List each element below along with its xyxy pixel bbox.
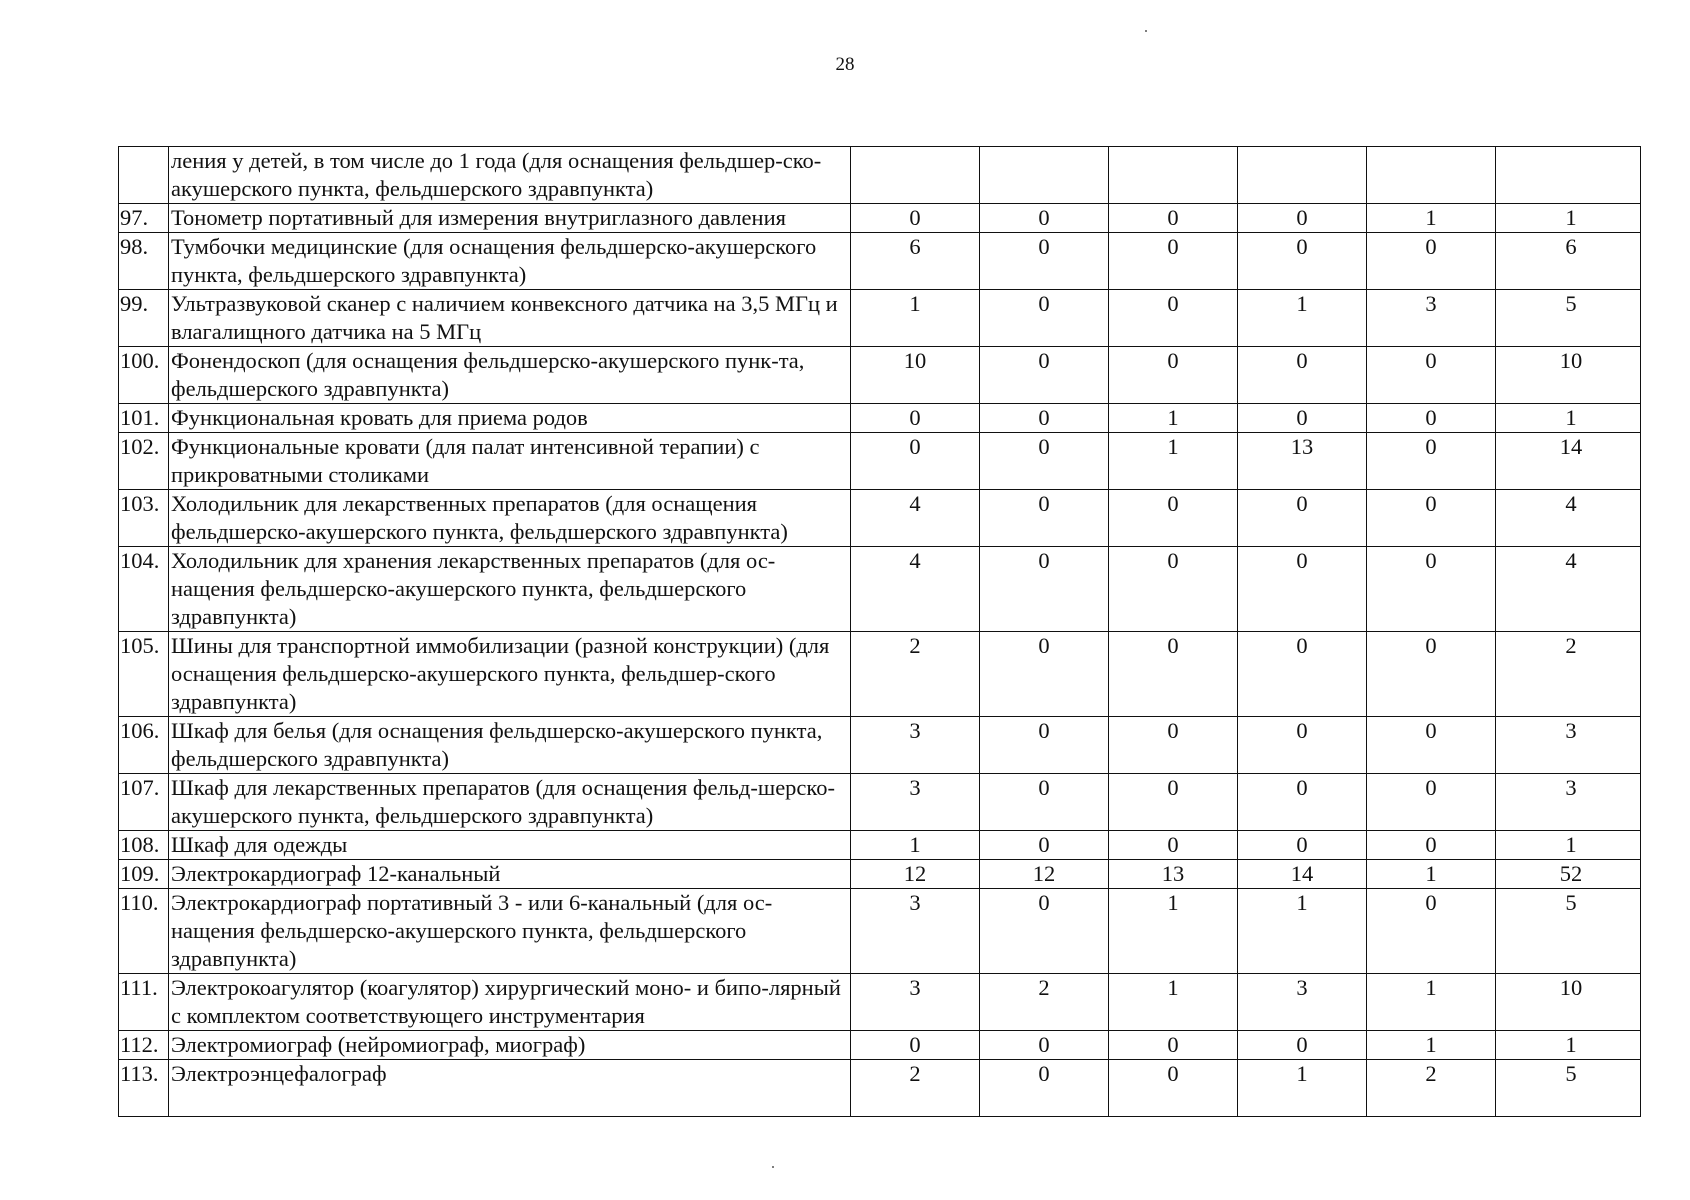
equipment-name: Тонометр портативный для измерения внутриглазного давления — [169, 204, 851, 233]
quantity-cell: 0 — [1238, 204, 1367, 233]
quantity-cell: 0 — [980, 1060, 1109, 1117]
table-row — [119, 547, 1641, 632]
row-number: 110. — [119, 889, 169, 974]
table-row — [119, 147, 1641, 204]
row-number — [119, 147, 169, 204]
table-row — [119, 860, 1641, 889]
quantity-cell: 1 — [1367, 974, 1496, 1031]
quantity-cell: 6 — [851, 233, 980, 290]
row-number: 101. — [119, 404, 169, 433]
total-cell: 4 — [1496, 490, 1641, 547]
quantity-cell: 0 — [851, 404, 980, 433]
equipment-name: ления у детей, в том числе до 1 года (для оснащения фельдшер-ско-акушерского пункта, фельдшерского здравпункта) — [169, 147, 851, 204]
quantity-cell: 0 — [1238, 1031, 1367, 1060]
quantity-cell — [851, 147, 980, 204]
total-cell: 10 — [1496, 974, 1641, 1031]
quantity-cell: 2 — [851, 632, 980, 717]
total-cell: 4 — [1496, 547, 1641, 632]
table-row — [119, 974, 1641, 1031]
table-row — [119, 889, 1641, 974]
quantity-cell: 0 — [1109, 774, 1238, 831]
row-number: 105. — [119, 632, 169, 717]
quantity-cell: 0 — [851, 1031, 980, 1060]
quantity-cell: 0 — [980, 632, 1109, 717]
table-row — [119, 290, 1641, 347]
row-number: 106. — [119, 717, 169, 774]
quantity-cell: 0 — [1367, 717, 1496, 774]
quantity-cell: 0 — [1109, 347, 1238, 404]
quantity-cell: 0 — [1367, 547, 1496, 632]
quantity-cell: 4 — [851, 490, 980, 547]
row-number: 98. — [119, 233, 169, 290]
quantity-cell: 1 — [1109, 974, 1238, 1031]
table-row — [119, 1060, 1641, 1117]
table-row — [119, 233, 1641, 290]
quantity-cell: 0 — [1109, 490, 1238, 547]
quantity-cell: 0 — [980, 547, 1109, 632]
quantity-cell: 0 — [1238, 831, 1367, 860]
scan-speck — [1145, 30, 1147, 32]
quantity-cell: 10 — [851, 347, 980, 404]
quantity-cell: 14 — [1238, 860, 1367, 889]
table-row — [119, 1031, 1641, 1060]
quantity-cell: 1 — [1238, 1060, 1367, 1117]
row-number: 103. — [119, 490, 169, 547]
quantity-cell: 0 — [980, 433, 1109, 490]
equipment-name: Шины для транспортной иммобилизации (разной конструкции) (для оснащения фельдшерско-акушерского пункта, фельдшер-ского здравпункта) — [169, 632, 851, 717]
quantity-cell: 12 — [980, 860, 1109, 889]
quantity-cell: 0 — [1109, 1060, 1238, 1117]
row-number: 107. — [119, 774, 169, 831]
quantity-cell: 0 — [980, 290, 1109, 347]
quantity-cell: 0 — [1367, 490, 1496, 547]
equipment-name: Электрокардиограф 12-канальный — [169, 860, 851, 889]
table-row — [119, 204, 1641, 233]
quantity-cell: 2 — [851, 1060, 980, 1117]
equipment-name: Холодильник для лекарственных препаратов (для оснащения фельдшерско-акушерского пункта, фельдшерского здравпункта) — [169, 490, 851, 547]
equipment-name: Функциональная кровать для приема родов — [169, 404, 851, 433]
total-cell: 52 — [1496, 860, 1641, 889]
quantity-cell: 0 — [1367, 831, 1496, 860]
scan-speck — [772, 1166, 774, 1168]
quantity-cell: 0 — [851, 204, 980, 233]
quantity-cell: 0 — [980, 774, 1109, 831]
quantity-cell: 1 — [1367, 860, 1496, 889]
quantity-cell: 0 — [1238, 404, 1367, 433]
equipment-name: Тумбочки медицинские (для оснащения фельдшерско-акушерского пункта, фельдшерского здравпункта) — [169, 233, 851, 290]
row-number: 99. — [119, 290, 169, 347]
total-cell: 5 — [1496, 290, 1641, 347]
total-cell: 1 — [1496, 831, 1641, 860]
quantity-cell: 0 — [1367, 233, 1496, 290]
quantity-cell: 0 — [1109, 547, 1238, 632]
equipment-name: Шкаф для лекарственных препаратов (для оснащения фельд-шерско-акушерского пункта, фельдшерского здравпункта) — [169, 774, 851, 831]
quantity-cell — [980, 147, 1109, 204]
total-cell: 2 — [1496, 632, 1641, 717]
total-cell: 3 — [1496, 774, 1641, 831]
quantity-cell: 0 — [1238, 632, 1367, 717]
row-number: 102. — [119, 433, 169, 490]
quantity-cell: 0 — [1367, 632, 1496, 717]
quantity-cell: 0 — [1109, 204, 1238, 233]
row-number: 100. — [119, 347, 169, 404]
quantity-cell: 0 — [1238, 717, 1367, 774]
total-cell: 3 — [1496, 717, 1641, 774]
quantity-cell: 0 — [1238, 233, 1367, 290]
equipment-name: Электроэнцефалограф — [169, 1060, 851, 1117]
row-number: 112. — [119, 1031, 169, 1060]
quantity-cell: 0 — [1109, 632, 1238, 717]
quantity-cell: 3 — [851, 774, 980, 831]
quantity-cell — [1238, 147, 1367, 204]
row-number: 97. — [119, 204, 169, 233]
total-cell: 5 — [1496, 889, 1641, 974]
table-row — [119, 774, 1641, 831]
quantity-cell: 0 — [851, 433, 980, 490]
quantity-cell — [1109, 147, 1238, 204]
table-body — [119, 147, 1641, 1117]
total-cell — [1496, 147, 1641, 204]
equipment-name: Электромиограф (нейромиограф, миограф) — [169, 1031, 851, 1060]
row-number: 108. — [119, 831, 169, 860]
quantity-cell: 3 — [851, 889, 980, 974]
equipment-name: Шкаф для одежды — [169, 831, 851, 860]
table-row — [119, 490, 1641, 547]
quantity-cell: 1 — [1109, 404, 1238, 433]
quantity-cell: 0 — [1367, 347, 1496, 404]
quantity-cell: 0 — [1109, 290, 1238, 347]
quantity-cell: 12 — [851, 860, 980, 889]
table-row — [119, 433, 1641, 490]
equipment-name: Холодильник для хранения лекарственных препаратов (для ос-нащения фельдшерско-акушерского пункта, фельдшерского здравпункта) — [169, 547, 851, 632]
total-cell: 1 — [1496, 404, 1641, 433]
quantity-cell: 0 — [1238, 347, 1367, 404]
equipment-name: Электрокардиограф портативный 3 - или 6-канальный (для ос-нащения фельдшерско-акушерского пункта, фельдшерского здравпункта) — [169, 889, 851, 974]
table-row — [119, 404, 1641, 433]
equipment-table — [118, 146, 1641, 1117]
quantity-cell: 2 — [1367, 1060, 1496, 1117]
table-row — [119, 632, 1641, 717]
quantity-cell: 0 — [980, 717, 1109, 774]
quantity-cell: 0 — [980, 233, 1109, 290]
quantity-cell: 0 — [980, 204, 1109, 233]
quantity-cell: 1 — [851, 290, 980, 347]
quantity-cell: 0 — [980, 490, 1109, 547]
quantity-cell: 0 — [980, 404, 1109, 433]
quantity-cell: 0 — [1367, 889, 1496, 974]
quantity-cell: 0 — [1367, 433, 1496, 490]
equipment-name: Функциональные кровати (для палат интенсивной терапии) с прикроватными столиками — [169, 433, 851, 490]
quantity-cell: 0 — [980, 831, 1109, 860]
quantity-cell: 3 — [851, 717, 980, 774]
page-number: 28 — [835, 54, 855, 75]
quantity-cell: 0 — [980, 889, 1109, 974]
quantity-cell: 3 — [851, 974, 980, 1031]
quantity-cell: 1 — [1109, 433, 1238, 490]
equipment-name: Шкаф для белья (для оснащения фельдшерско-акушерского пункта, фельдшерского здравпункта) — [169, 717, 851, 774]
quantity-cell: 1 — [1367, 1031, 1496, 1060]
total-cell: 5 — [1496, 1060, 1641, 1117]
quantity-cell: 0 — [1238, 774, 1367, 831]
equipment-name: Фонендоскоп (для оснащения фельдшерско-акушерского пунк-та, фельдшерского здравпункта) — [169, 347, 851, 404]
row-number: 111. — [119, 974, 169, 1031]
row-number: 109. — [119, 860, 169, 889]
quantity-cell: 0 — [1109, 233, 1238, 290]
quantity-cell: 3 — [1367, 290, 1496, 347]
table-row — [119, 831, 1641, 860]
equipment-name: Электрокоагулятор (коагулятор) хирургический моно- и бипо-лярный с комплектом соответствующего инструментария — [169, 974, 851, 1031]
quantity-cell: 4 — [851, 547, 980, 632]
quantity-cell: 0 — [1238, 490, 1367, 547]
total-cell: 14 — [1496, 433, 1641, 490]
row-number: 113. — [119, 1060, 169, 1117]
quantity-cell: 13 — [1109, 860, 1238, 889]
quantity-cell: 0 — [980, 347, 1109, 404]
table-row — [119, 717, 1641, 774]
quantity-cell — [1367, 147, 1496, 204]
total-cell: 10 — [1496, 347, 1641, 404]
quantity-cell: 0 — [1109, 831, 1238, 860]
quantity-cell: 0 — [1109, 717, 1238, 774]
quantity-cell: 0 — [1238, 547, 1367, 632]
quantity-cell: 3 — [1238, 974, 1367, 1031]
quantity-cell: 0 — [1367, 774, 1496, 831]
quantity-cell: 0 — [1367, 404, 1496, 433]
total-cell: 1 — [1496, 1031, 1641, 1060]
quantity-cell: 1 — [1238, 290, 1367, 347]
quantity-cell: 2 — [980, 974, 1109, 1031]
table-row — [119, 347, 1641, 404]
total-cell: 1 — [1496, 204, 1641, 233]
quantity-cell: 1 — [1367, 204, 1496, 233]
quantity-cell: 13 — [1238, 433, 1367, 490]
quantity-cell: 0 — [980, 1031, 1109, 1060]
row-number: 104. — [119, 547, 169, 632]
equipment-name: Ультразвуковой сканер с наличием конвексного датчика на 3,5 МГц и влагалищного датчика на 5 МГц — [169, 290, 851, 347]
quantity-cell: 1 — [1238, 889, 1367, 974]
quantity-cell: 0 — [1109, 1031, 1238, 1060]
quantity-cell: 1 — [1109, 889, 1238, 974]
total-cell: 6 — [1496, 233, 1641, 290]
quantity-cell: 1 — [851, 831, 980, 860]
